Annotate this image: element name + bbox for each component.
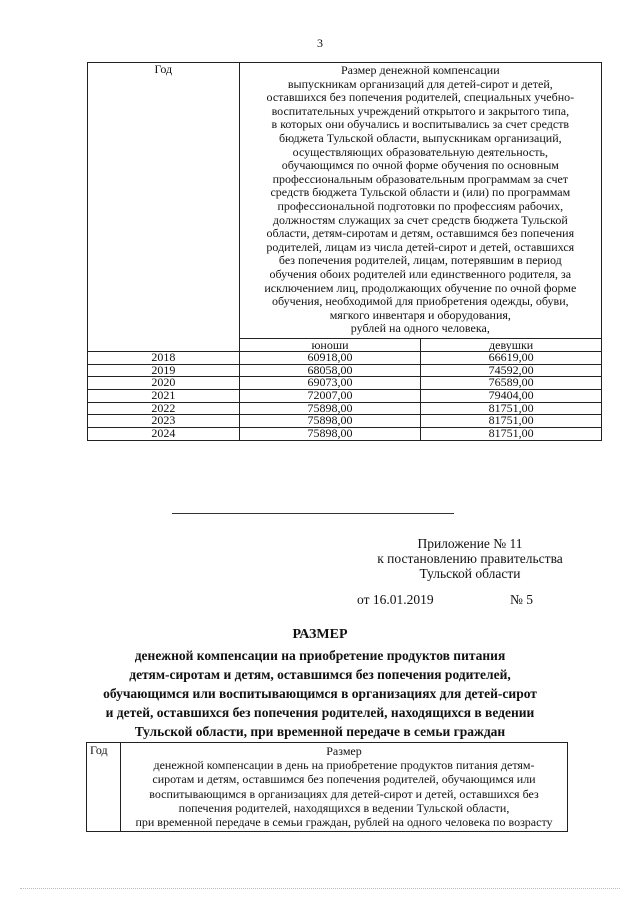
cell-girls: 81751,00 bbox=[421, 428, 602, 441]
header-line: должностям служащих за счет средств бюджета Тульской bbox=[272, 212, 568, 227]
cell-year: 2018 bbox=[88, 351, 240, 364]
column-header-year: Год bbox=[88, 63, 240, 352]
appendix-block bbox=[355, 536, 585, 581]
header-line: обучения, необходимой для приобретения одежды, обуви, bbox=[272, 294, 569, 309]
header-text bbox=[124, 758, 564, 829]
cell-girls: 76589,00 bbox=[421, 377, 602, 390]
appendix-reference: к постановлению правительства bbox=[377, 551, 563, 566]
header-line: обучения обоих родителей или единственного родителя, за bbox=[269, 266, 572, 281]
header-text bbox=[246, 78, 595, 336]
cell-boys: 69073,00 bbox=[239, 377, 421, 390]
resolution-date: от 16.01.2019 bbox=[357, 592, 434, 607]
cell-girls: 79404,00 bbox=[421, 389, 602, 402]
food-compensation-table bbox=[86, 742, 568, 832]
header-line: сиротам и детям, оставшимся без попечения родителей, обучающимся или bbox=[152, 772, 536, 787]
header-title: Размер денежной компенсации bbox=[341, 63, 500, 77]
header-line: оставшихся без попечения родителей, специальных учебно- bbox=[266, 90, 575, 105]
header-line: мягкого инвентаря и оборудования, bbox=[329, 307, 511, 322]
cell-girls: 81751,00 bbox=[421, 415, 602, 428]
cell-year: 2020 bbox=[88, 377, 240, 390]
column-header-description bbox=[239, 63, 601, 339]
header-line: средств бюджета Тульской области и (или) по программам bbox=[270, 185, 571, 200]
cell-year: 2024 bbox=[88, 428, 240, 441]
subtitle-line: и детей, оставшихся без попечения родителей, находящихся в ведении bbox=[105, 705, 535, 720]
column-header-girls: девушки bbox=[421, 338, 602, 351]
column-header-year: Год bbox=[87, 743, 121, 832]
cell-girls: 81751,00 bbox=[421, 402, 602, 415]
subtitle-line: денежной компенсации на приобретение продуктов питания bbox=[134, 648, 506, 663]
cell-girls: 66619,00 bbox=[421, 351, 602, 364]
document-title: РАЗМЕР bbox=[292, 627, 348, 642]
resolution-number: № 5 bbox=[510, 592, 534, 607]
subtitle-line: обучающимся или воспитывающимся в организациях для детей-сирот bbox=[103, 686, 537, 701]
cell-boys: 75898,00 bbox=[239, 402, 421, 415]
header-line: воспитательных учреждений открытого и закрытого типа, bbox=[271, 103, 570, 118]
table-row bbox=[88, 428, 602, 441]
header-line: осуществляющих образовательную деятельность, bbox=[292, 144, 548, 159]
header-line: денежной компенсации в день на приобретение продуктов питания детям- bbox=[153, 758, 535, 773]
appendix-region: Тульской области bbox=[419, 566, 521, 581]
cell-girls: 74592,00 bbox=[421, 364, 602, 377]
column-header-boys: юноши bbox=[239, 338, 421, 351]
subtitle-line: Тульской области, при временной передаче в семьи граждан bbox=[134, 724, 506, 739]
cell-boys: 75898,00 bbox=[239, 415, 421, 428]
page-number: 3 bbox=[317, 36, 323, 50]
header-line: обучающимся по очной форме обучения по основным bbox=[281, 158, 559, 173]
subtitle-line: детям-сиротам и детям, оставшимся без попечения родителей, bbox=[129, 667, 511, 682]
header-line: попечения родителей, находящихся в ведении Тульской области, bbox=[178, 800, 510, 815]
cell-boys: 72007,00 bbox=[239, 389, 421, 402]
header-line: родителей, лицам из числа детей-сирот и детей, оставшихся bbox=[266, 239, 575, 254]
table-body bbox=[88, 351, 602, 440]
scan-artifact-line bbox=[20, 888, 620, 889]
cell-boys: 68058,00 bbox=[239, 364, 421, 377]
cell-boys: 75898,00 bbox=[239, 428, 421, 441]
header-line: без попечения родителей, лицам, потерявшим в период bbox=[278, 253, 562, 268]
header-line: профессиональным образовательным программам за счет bbox=[272, 171, 569, 186]
header-line: области, детям-сиротам и детям, оставшимся без попечения bbox=[266, 226, 575, 241]
header-line: в которых они обучались и воспитывались за счет средств bbox=[271, 117, 570, 132]
appendix-number: Приложение № 11 bbox=[417, 536, 523, 551]
compensation-table bbox=[87, 62, 602, 441]
header-line: при временной передаче в семьи граждан, рублей на одного человека по возрасту bbox=[135, 815, 553, 830]
header-line: профессиональной подготовки по профессиям рабочих, bbox=[277, 198, 564, 213]
cell-year: 2022 bbox=[88, 402, 240, 415]
header-title: Размер bbox=[326, 744, 362, 758]
column-header-description bbox=[121, 743, 568, 832]
cell-year: 2019 bbox=[88, 364, 240, 377]
header-line: рублей на одного человека, bbox=[350, 321, 490, 336]
header-line: выпускникам организаций для детей-сирот и детей, bbox=[287, 76, 553, 91]
document-subtitle bbox=[60, 646, 580, 741]
cell-boys: 60918,00 bbox=[239, 351, 421, 364]
header-line: бюджета Тульской области, выпускникам организаций, bbox=[279, 130, 562, 145]
header-line: воспитывающимся в организациях для детей-сирот и детей, оставшихся без bbox=[149, 786, 539, 801]
header-line: исключением лиц, продолжающих обучение по очной форме bbox=[264, 280, 577, 295]
section-divider bbox=[172, 513, 454, 514]
cell-year: 2023 bbox=[88, 415, 240, 428]
cell-year: 2021 bbox=[88, 389, 240, 402]
